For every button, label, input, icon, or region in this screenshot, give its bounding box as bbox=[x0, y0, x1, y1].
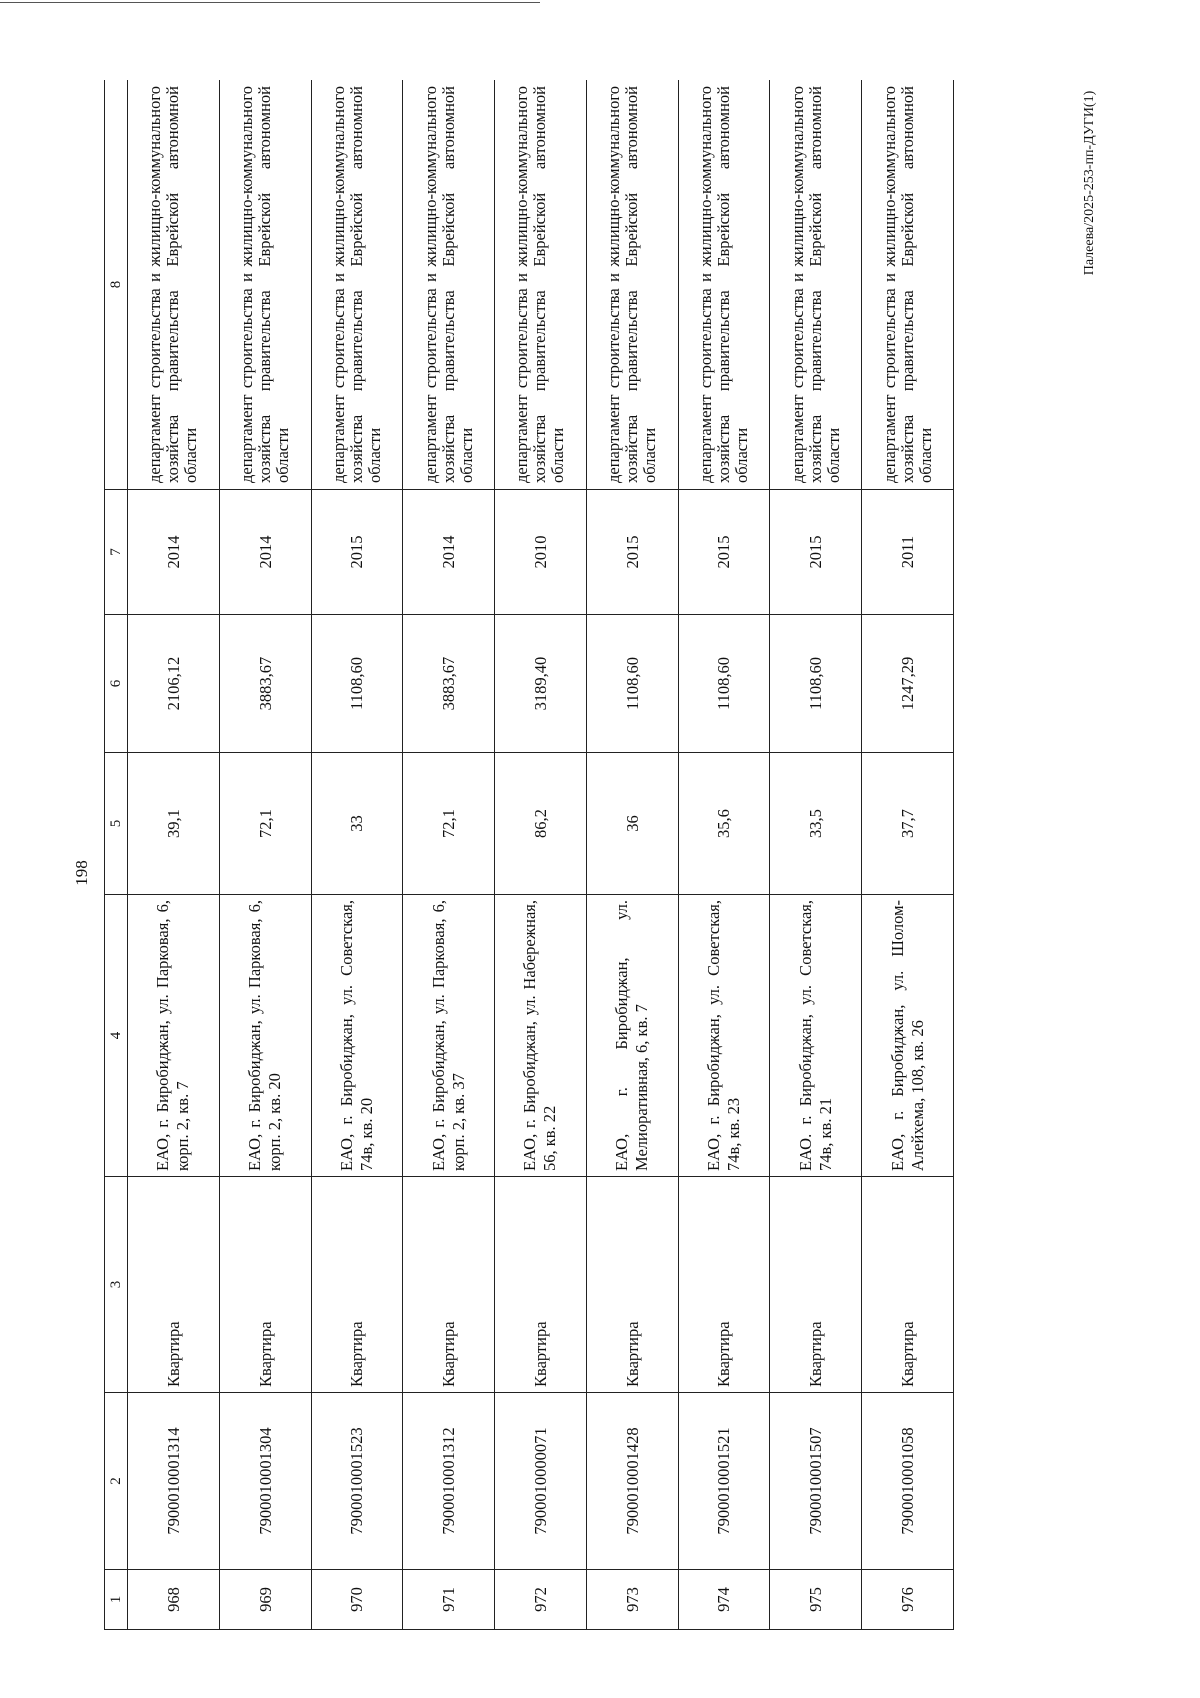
cadastral-code: 7900010001521 bbox=[678, 1393, 770, 1570]
row-number: 976 bbox=[862, 1570, 954, 1630]
property-area: 33,5 bbox=[770, 753, 862, 895]
cadastral-code: 7900010001507 bbox=[770, 1393, 862, 1570]
property-type: Квартира bbox=[770, 1177, 862, 1393]
property-cost: 3883,67 bbox=[403, 615, 495, 753]
holder-department: департамент строительства и жилищно-коммунального хозяйства правительства Еврейской автономной области bbox=[128, 80, 220, 490]
property-cost: 1108,60 bbox=[586, 615, 678, 753]
table-row bbox=[678, 80, 770, 1630]
header-col-2: 2 bbox=[105, 1393, 128, 1570]
property-type: Квартира bbox=[128, 1177, 220, 1393]
property-type: Квартира bbox=[403, 1177, 495, 1393]
cadastral-code: 7900010001312 bbox=[403, 1393, 495, 1570]
table-row bbox=[403, 80, 495, 1630]
property-cost: 1108,60 bbox=[678, 615, 770, 753]
property-year: 2014 bbox=[128, 490, 220, 615]
document-reference: Палеева/2025-253-пп-ДУГИ(1) bbox=[1082, 90, 1097, 276]
table-row bbox=[219, 80, 311, 1630]
property-table bbox=[104, 80, 954, 1630]
holder-department: департамент строительства и жилищно-коммунального хозяйства правительства Еврейской автономной области bbox=[219, 80, 311, 490]
cadastral-code: 7900010001523 bbox=[311, 1393, 403, 1570]
property-cost: 1108,60 bbox=[311, 615, 403, 753]
table-row bbox=[495, 80, 587, 1630]
row-number: 968 bbox=[128, 1570, 220, 1630]
holder-department: департамент строительства и жилищно-коммунального хозяйства правительства Еврейской автономной области bbox=[770, 80, 862, 490]
property-address: ЕАО. г. Биробиджан, ул. Советская, 74в, кв. 21 bbox=[770, 895, 862, 1177]
holder-department: департамент строительства и жилищно-коммунального хозяйства правительства Еврейской автономной области bbox=[678, 80, 770, 490]
header-col-5: 5 bbox=[105, 753, 128, 895]
property-area: 39,1 bbox=[128, 753, 220, 895]
header-col-7: 7 bbox=[105, 490, 128, 615]
property-area: 36 bbox=[586, 753, 678, 895]
cadastral-code: 7900010001058 bbox=[862, 1393, 954, 1570]
property-address: ЕАО, г. Биробиджан, ул. Шолом-Алейхема, 108, кв. 26 bbox=[862, 895, 954, 1177]
property-cost: 2106,12 bbox=[128, 615, 220, 753]
cadastral-code: 7900010001304 bbox=[219, 1393, 311, 1570]
page-number: 198 bbox=[72, 860, 91, 886]
property-cost: 1108,60 bbox=[770, 615, 862, 753]
table-row bbox=[586, 80, 678, 1630]
header-col-3: 3 bbox=[105, 1177, 128, 1393]
property-address: ЕАО, г. Биробиджан, ул. Парковая, 6, корп. 2, кв. 37 bbox=[403, 895, 495, 1177]
property-address: ЕАО, г. Биробиджан, ул. Набережная, 56, кв. 22 bbox=[495, 895, 587, 1177]
property-year: 2015 bbox=[678, 490, 770, 615]
property-year: 2010 bbox=[495, 490, 587, 615]
property-cost: 3883,67 bbox=[219, 615, 311, 753]
holder-department: департамент строительства и жилищно-коммунального хозяйства правительства Еврейской автономной области bbox=[495, 80, 587, 490]
property-area: 72,1 bbox=[403, 753, 495, 895]
row-number: 973 bbox=[586, 1570, 678, 1630]
cadastral-code: 7900010000071 bbox=[495, 1393, 587, 1570]
cadastral-code: 7900010001314 bbox=[128, 1393, 220, 1570]
holder-department: департамент строительства и жилищно-коммунального хозяйства правительства Еврейской автономной области bbox=[403, 80, 495, 490]
table-body bbox=[128, 80, 954, 1630]
row-number: 974 bbox=[678, 1570, 770, 1630]
property-type: Квартира bbox=[495, 1177, 587, 1393]
row-number: 971 bbox=[403, 1570, 495, 1630]
holder-department: департамент строительства и жилищно-коммунального хозяйства правительства Еврейской автономной области bbox=[586, 80, 678, 490]
property-year: 2015 bbox=[586, 490, 678, 615]
property-cost: 1247,29 bbox=[862, 615, 954, 753]
header-col-8: 8 bbox=[105, 80, 128, 490]
table-row bbox=[770, 80, 862, 1630]
property-type: Квартира bbox=[678, 1177, 770, 1393]
property-table-rotated bbox=[104, 80, 954, 1630]
row-number: 972 bbox=[495, 1570, 587, 1630]
property-address: ЕАО, г. Биробиджан, ул. Советская, 74в, кв. 20 bbox=[311, 895, 403, 1177]
top-rule bbox=[0, 2, 540, 3]
property-address: ЕАО, г. Биробиджан, ул. Мелиоративная, 6, кв. 7 bbox=[586, 895, 678, 1177]
property-year: 2015 bbox=[770, 490, 862, 615]
property-table-container bbox=[104, 80, 954, 1630]
row-number: 969 bbox=[219, 1570, 311, 1630]
property-year: 2011 bbox=[862, 490, 954, 615]
row-number: 975 bbox=[770, 1570, 862, 1630]
property-type: Квартира bbox=[586, 1177, 678, 1393]
property-area: 72,1 bbox=[219, 753, 311, 895]
table-row bbox=[311, 80, 403, 1630]
property-type: Квартира bbox=[311, 1177, 403, 1393]
property-area: 86,2 bbox=[495, 753, 587, 895]
header-col-6: 6 bbox=[105, 615, 128, 753]
header-col-4: 4 bbox=[105, 895, 128, 1177]
table-row bbox=[128, 80, 220, 1630]
property-address: ЕАО, г. Биробиджан, ул. Парковая, 6, корп. 2, кв. 7 bbox=[128, 895, 220, 1177]
header-row bbox=[105, 80, 128, 1630]
property-type: Квартира bbox=[862, 1177, 954, 1393]
cadastral-code: 7900010001428 bbox=[586, 1393, 678, 1570]
property-year: 2014 bbox=[219, 490, 311, 615]
property-cost: 3189,40 bbox=[495, 615, 587, 753]
property-address: ЕАО, г. Биробиджан, ул. Советская, 74в, кв. 23 bbox=[678, 895, 770, 1177]
property-year: 2015 bbox=[311, 490, 403, 615]
property-area: 35,6 bbox=[678, 753, 770, 895]
property-address: ЕАО, г. Биробиджан, ул. Парковая, 6, корп. 2, кв. 20 bbox=[219, 895, 311, 1177]
header-col-1: 1 bbox=[105, 1570, 128, 1630]
property-year: 2014 bbox=[403, 490, 495, 615]
table-row bbox=[862, 80, 954, 1630]
holder-department: департамент строительства и жилищно-коммунального хозяйства правительства Еврейской автономной области bbox=[311, 80, 403, 490]
property-type: Квартира bbox=[219, 1177, 311, 1393]
property-area: 37,7 bbox=[862, 753, 954, 895]
property-area: 33 bbox=[311, 753, 403, 895]
row-number: 970 bbox=[311, 1570, 403, 1630]
holder-department: департамент строительства и жилищно-коммунального хозяйства правительства Еврейской автономной области bbox=[862, 80, 954, 490]
